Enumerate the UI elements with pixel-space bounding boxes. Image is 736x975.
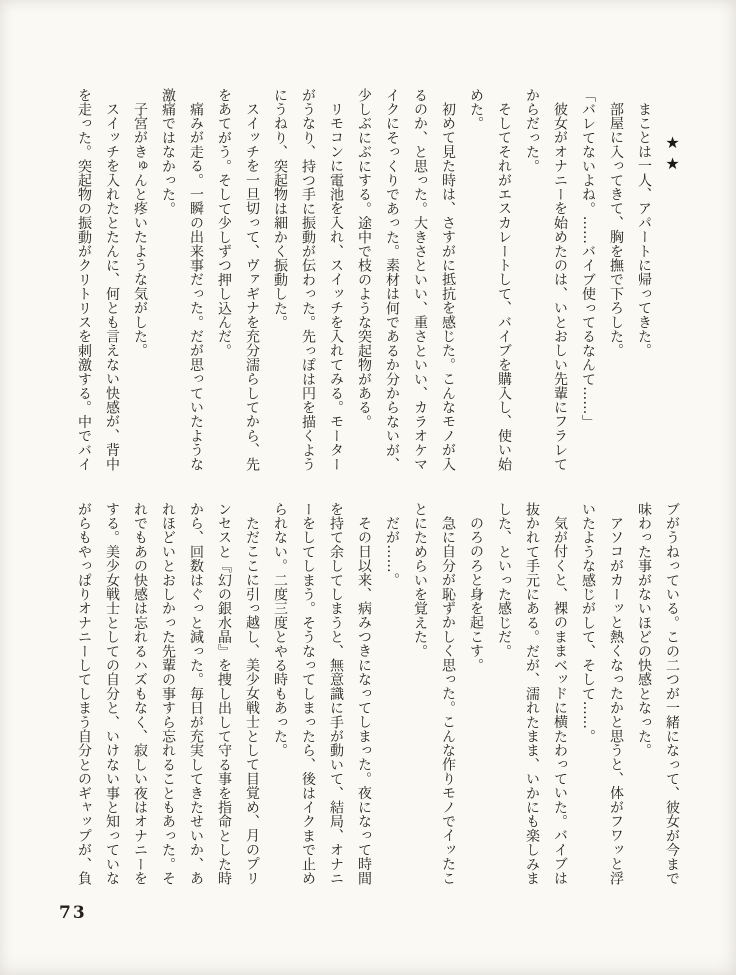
paragraph-continuation: ブがうねっている。この二つが一緒になって、彼女が今まで味わった事がないほどの快感となった。 [636,502,680,886]
text-block-bottom [70,502,686,888]
paragraph: スイッチを一旦切って、ヴァギナを充分濡らしてから、先をあてがう。そして少しずつ押し込んだ。 [216,88,260,472]
paragraph: 痛みが走る。一瞬の出来事だった。だが思っていたような激痛ではなかった。 [160,88,204,472]
paragraph: 子宮がきゅんと疼いたような気がした。 [132,102,148,358]
paragraph: アソコがカーッと熱くなったかと思うと、体がフワッと浮いたような感じがして、そして……。 [580,502,624,886]
section-divider [658,88,686,474]
paragraph: 急に自分が恥ずかしく思った。こんな作りモノでイッたことにためらいを覚えた。 [412,502,456,886]
paragraph: 彼女がオナニーを始めたのは、いとおしい先輩にフラレてからだった。 [524,88,568,472]
text-block-top [70,88,686,474]
paragraph: だが……。 [384,516,400,587]
paragraph: その日以来、病みつきになってしまった。夜になって時間を持て余してしまうと、無意識に手が動いて、結局、オナニーをしてしまう。そうなってしまったら、後はイクまで止められない。二度三度とやる時もあった。 [272,502,372,886]
paragraph: ただここに引っ越し、美少女戦士として目覚め、月のプリンセスと『幻の銀水晶』を捜し出して守る事を指命とした時から、回数はぐっと減った。毎日が充実してきたせいか、あれほどいとおしかった先輩の事すら忘れることもあった。それでもあの快感は忘れるハズもなく、寂しい夜はオナニーをする。美少女戦士としての自分と、いけない事と知っていながらもやっぱりオナニーしてしまう自分とのギャップが、負 [76,502,260,886]
paragraph: まことは一人、アパートに帰ってきた。 [636,102,652,358]
paragraph: そしてそれがエスカレートして、バイブを購入し、使い始めた。 [468,88,512,472]
paragraph: 部屋に入ってきて、胸を撫で下ろした。 [608,102,624,358]
paragraph-dialogue: 「バレてないよね。……バイブ使ってるなんて……」 [580,88,596,429]
paragraph: のろのろと身を起こす。 [468,516,484,673]
star-icon: ★★ [663,132,682,175]
paragraph: 初めて見た時は、さすがに抵抗を感じた。こんなモノが入るのか、と思った。大きさといい、重さといい、カラオケマイクにそっくりであった。素材は何であるか分からないが、少しぶにぶにする。途中で枝のような突起物がある。 [356,88,456,472]
paragraph: 気が付くと、裸のままベッドに横たわっていた。バイブは抜かれて手元にある。だが、濡れたまま、いかにも楽しみました、といった感じだ。 [496,502,568,886]
page-number: 73 [59,903,87,923]
paragraph: スイッチを入れたとたんに、何とも言えない快感が、背中を走った。突起物の振動がクリトリスを刺激する。中でバイ [76,88,120,472]
paragraph: リモコンに電池を入れ、スイッチを入れてみる。モーターがうなり、持つ手に振動が伝わった。先っぽは円を描くようにうねり、突起物は細かく振動した。 [272,88,344,472]
